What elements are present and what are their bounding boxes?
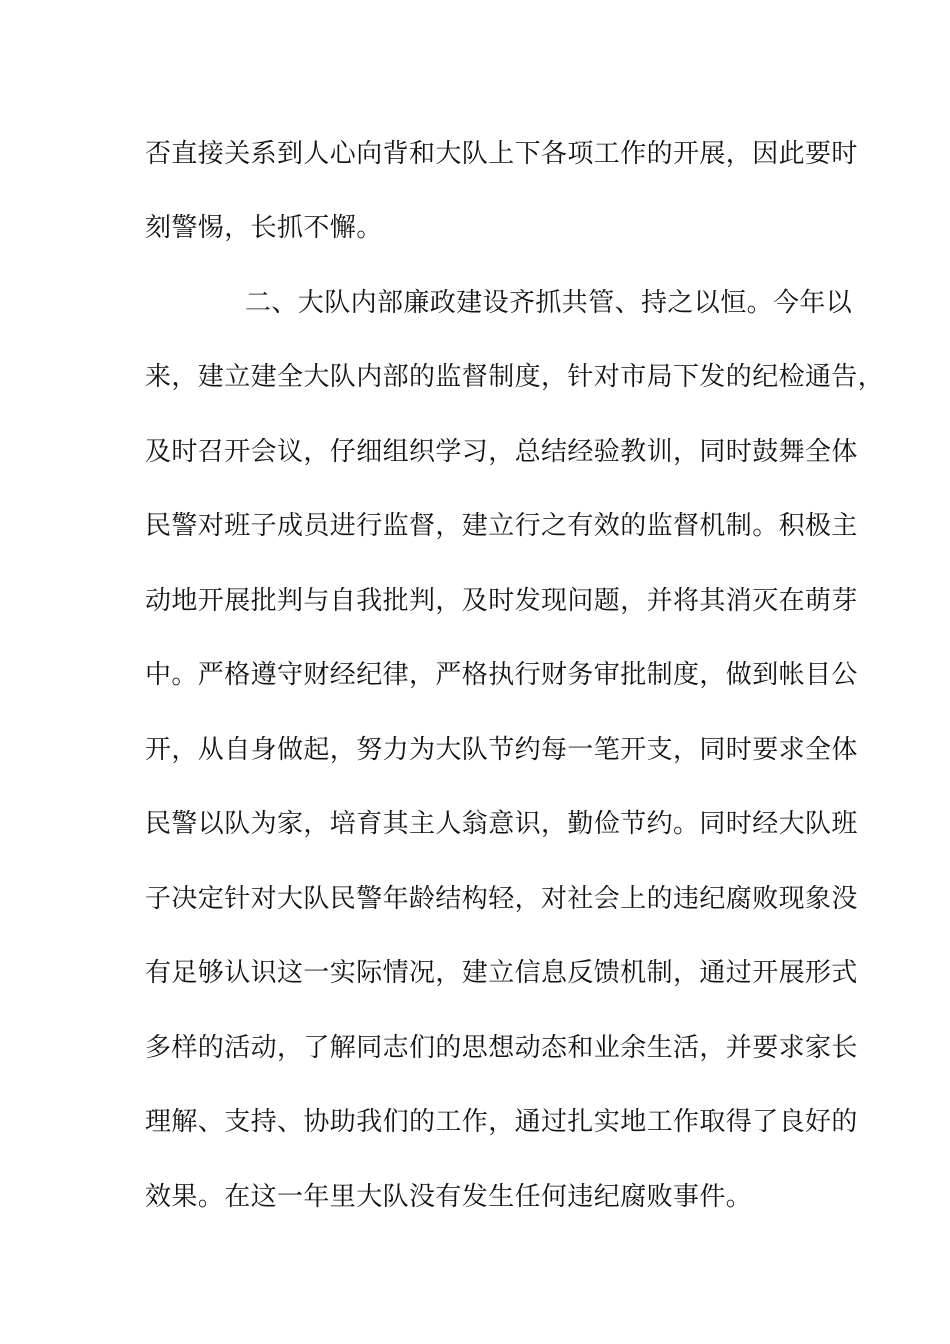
text-line: 及时召开会议，仔细组织学习，总结经验教训，同时鼓舞全体 [145, 437, 858, 467]
text-line: 来，建立建全大队内部的监督制度，针对市局下发的纪检通告， [145, 362, 885, 392]
text-line: 中。严格遵守财经纪律，严格执行财务审批制度，做到帐目公 [145, 660, 858, 690]
text-line: 否直接关系到人心向背和大队上下各项工作的开展，因此要时 [145, 139, 858, 169]
text-line: 理解、支持、协助我们的工作，通过扎实地工作取得了良好的 [145, 1107, 858, 1137]
text-line: 民警对班子成员进行监督，建立行之有效的监督机制。积极主 [145, 511, 858, 541]
text-line: 有足够认识这一实际情况，建立信息反馈机制，通过开展形式 [145, 958, 858, 988]
text-line: 效果。在这一年里大队没有发生任何违纪腐败事件。 [145, 1182, 753, 1212]
text-line: 刻警惕，长抓不懈。 [145, 213, 383, 243]
text-line: 动地开展批判与自我批判，及时发现问题，并将其消灭在萌芽 [145, 586, 858, 616]
paragraph-heading-line: 二、大队内部廉政建设齐抓共管、持之以恒。今年以 [245, 288, 853, 318]
text-line: 多样的活动，了解同志们的思想动态和业余生活，并要求家长 [145, 1033, 858, 1063]
text-line: 子决定针对大队民警年龄结构轻，对社会上的违纪腐败现象没 [145, 884, 858, 914]
text-line: 开，从自身做起，努力为大队节约每一笔开支，同时要求全体 [145, 735, 858, 765]
text-line: 民警以队为家，培育其主人翁意识，勤俭节约。同时经大队班 [145, 809, 858, 839]
